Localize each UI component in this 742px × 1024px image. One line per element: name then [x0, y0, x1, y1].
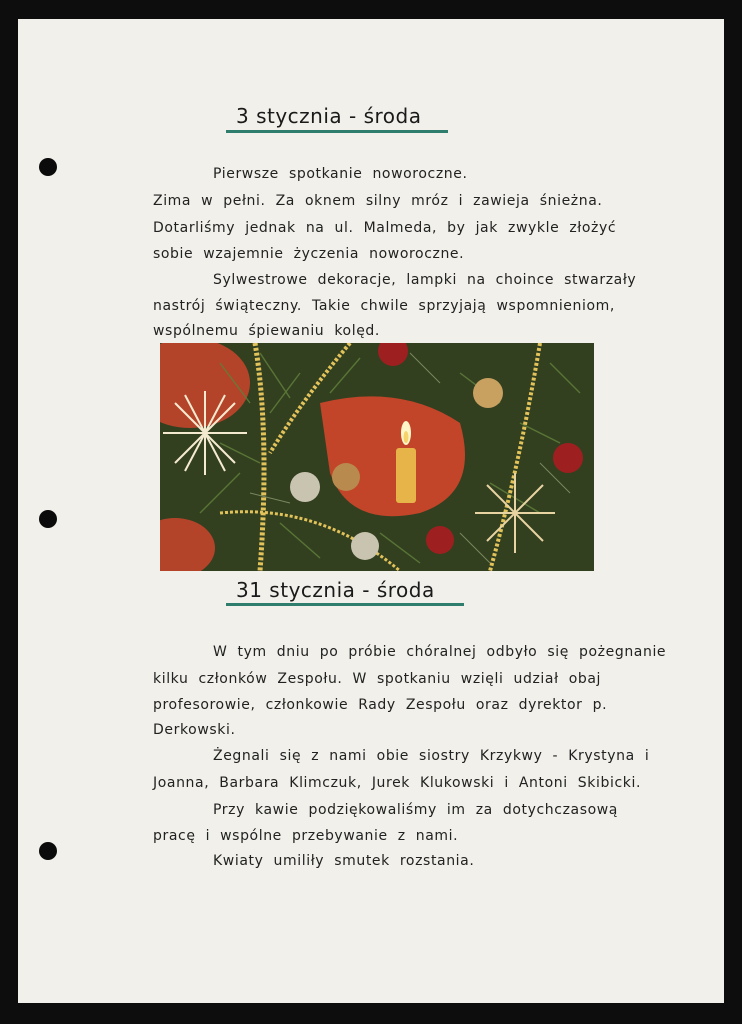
punch-hole — [39, 510, 57, 528]
punch-hole — [39, 842, 57, 860]
text-line: Sylwestrowe dekoracje, lampki na choince stwarzały — [213, 272, 637, 288]
christmas-wreath-photo — [160, 343, 594, 571]
text-line: Kwiaty umiliły smutek rozstania. — [213, 853, 475, 869]
punch-hole — [39, 158, 57, 176]
text-line: profesorowie, członkowie Rady Zespołu oraz dyrektor p. — [153, 697, 608, 713]
text-line: Żegnali się z nami obie siostry Krzykwy - Krystyna i — [213, 748, 650, 764]
heading-underline — [226, 130, 448, 133]
text-line: wspólnemu śpiewaniu kolęd. — [153, 323, 380, 339]
text-line: kilku członków Zespołu. W spotkaniu wzięli udział obaj — [153, 671, 602, 687]
heading-underline — [226, 603, 464, 606]
text-line: Derkowski. — [153, 722, 236, 738]
text-line: Pierwsze spotkanie noworoczne. — [213, 166, 468, 182]
text-line: Zima w pełni. Za oknem silny mróz i zawieja śnieżna. — [153, 193, 603, 209]
text-line: Przy kawie podziękowaliśmy im za dotychczasową — [213, 802, 618, 818]
section-heading: 31 stycznia - środa — [236, 578, 435, 602]
text-line: sobie wzajemnie życzenia noworoczne. — [153, 246, 465, 262]
text-line: nastrój świąteczny. Takie chwile sprzyjają wspomnieniom, — [153, 298, 615, 314]
text-line: W tym dniu po próbie chóralnej odbyło się pożegnanie — [213, 644, 667, 660]
text-line: pracę i wspólne przebywanie z nami. — [153, 828, 459, 844]
text-line: Joanna, Barbara Klimczuk, Jurek Klukowski i Antoni Skibicki. — [153, 775, 642, 791]
section-heading: 3 stycznia - środa — [236, 104, 422, 128]
text-line: Dotarliśmy jednak na ul. Malmeda, by jak zwykle złożyć — [153, 220, 617, 236]
